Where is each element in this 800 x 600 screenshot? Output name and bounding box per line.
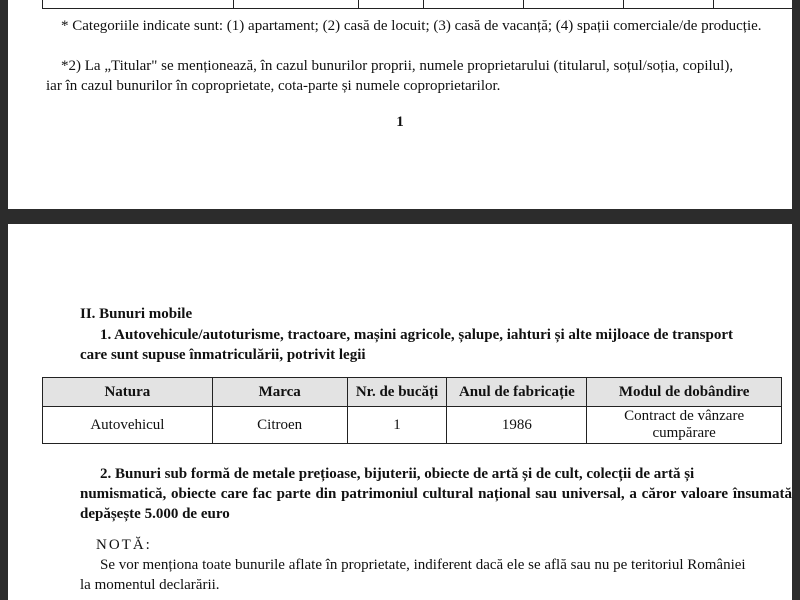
page-number: 1 [396, 114, 404, 130]
document-page-1 [8, 0, 792, 209]
nota-title: NOTĂ: [96, 537, 152, 553]
header-natura: Natura [43, 378, 213, 407]
subsection-vehicles [80, 325, 792, 365]
table-cell [358, 0, 424, 8]
table-header-row [43, 378, 782, 407]
cell-modul-dobandire: Contract de vânzare cumpărare [587, 407, 782, 444]
header-marca: Marca [212, 378, 347, 407]
nota-text-line-1: Se vor menționa toate bunurile aflate în proprietate, indiferent dacă ele se află sau nu pe teritoriul României [100, 557, 746, 573]
cell-nr-bucati: 1 [347, 407, 447, 444]
table-row [43, 407, 782, 444]
cell-natura: Autovehicul [43, 407, 213, 444]
footnote-titular-line-2: iar în cazul bunurilor în coproprietate, cota-parte și numele coproprietarilor. [46, 78, 501, 94]
cell-marca: Citroen [212, 407, 347, 444]
table-cell [423, 0, 524, 8]
subsection-valuables-line-3: însumată depășește 5.000 de euro [80, 486, 792, 522]
footnote-titular-line-1: *2) La „Titular" se menționează, în cazul bunurilor proprii, numele proprietarului (titularul, soțul/soția, copilul), [61, 58, 734, 74]
subsection-vehicles-line-2: care sunt supuse înmatriculării, potrivit legii [80, 347, 366, 363]
header-anul-fabricatie: Anul de fabricație [447, 378, 587, 407]
header-nr-bucati: Nr. de bucăți [347, 378, 447, 407]
table-remnant [42, 0, 792, 9]
document-page-2 [8, 224, 792, 600]
header-modul-dobandire: Modul de dobândire [587, 378, 782, 407]
footnote-titular [46, 56, 792, 96]
subsection-valuables-line-1: 2. Bunuri sub formă de metale prețioase, bijuterii, obiecte de artă și de cult, colecții de artă și [100, 466, 695, 482]
table-cell [623, 0, 714, 8]
footnote-categories-text: * Categoriile indicate sunt: (1) apartament; (2) casă de locuit; (3) casă de vacanță; (4) spații comerciale/de producție. [61, 18, 762, 34]
table-cell [523, 0, 624, 8]
footnote-categories [46, 16, 792, 36]
subsection-valuables [80, 464, 792, 524]
nota-text-line-2: la momentul declarării. [80, 577, 220, 593]
table-cell [43, 0, 234, 8]
table-cell [233, 0, 359, 8]
section-title: II. Bunuri mobile [80, 306, 193, 322]
nota-text [80, 555, 792, 595]
vehicles-table [42, 377, 782, 444]
cell-anul-fabricatie: 1986 [447, 407, 587, 444]
subsection-vehicles-line-1: 1. Autovehicule/autoturisme, tractoare, mașini agricole, șalupe, iahturi și alte mijloace de transport [100, 327, 733, 343]
subsection-valuables-line-2: numismatică, obiecte care fac parte din patrimoniul cultural național sau universal, a căror valoare [80, 486, 729, 502]
